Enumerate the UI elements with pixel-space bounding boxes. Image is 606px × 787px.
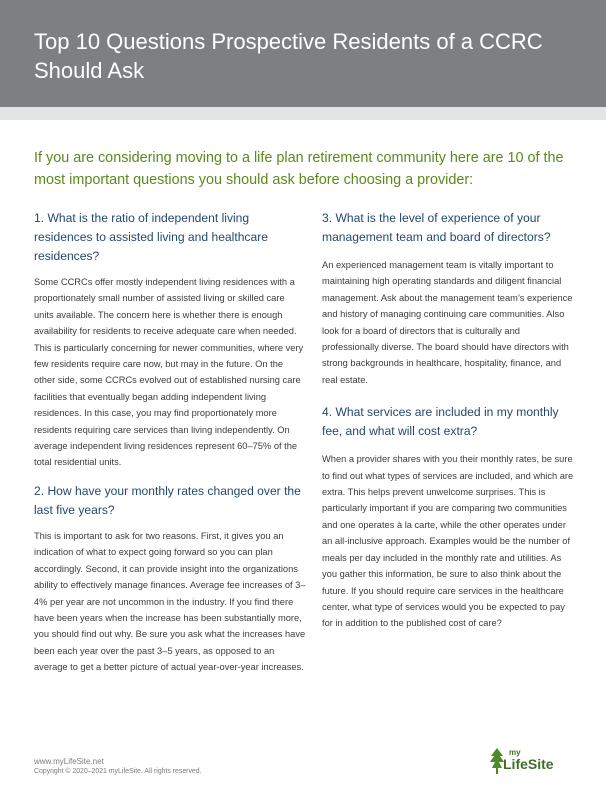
footer-copyright: Copyright © 2020–2021 myLifeSite. All rights reserved. [34, 768, 202, 775]
left-column [34, 209, 306, 687]
question-4-heading: 4. What services are included in my monthly fee, and what will cost extra? [322, 405, 559, 439]
page-title: Top 10 Questions Prospective Residents of a CCRC Should Ask [34, 29, 543, 83]
question-2-heading: 2. How have your monthly rates changed over the last five years? [34, 483, 301, 517]
question-3-heading: 3. What is the level of experience of your management team and board of directors? [322, 211, 551, 244]
mylifesite-logo [490, 748, 580, 774]
question-4-body: When a provider shares with you their monthly rates, be sure to find out what types of services are included, and which are extra. This helps prevent unwelcome surprises. This is particularly important if you are comparing two communities and one operates à la carte, while the other operates under an all-inclusive approach. Examples would be the number of meals per day included in the monthly rate and utilities. As you gather this information, be sure to also think about the future. If you should require care services in the healthcare center, what type of services would you be expected to pay for in addition to the published cost of care? [322, 454, 574, 629]
question-3-body: An experienced management team is vitally important to maintaining high operating standards and diligent financial management. Ask about the management team’s experience and history of managing continuing care communities. Also look for a board of directors that is culturally and professionally diverse. The board should have directors with strong backgrounds in healthcare, hospitality, finance, and real estate. [322, 260, 573, 385]
header-divider-band [0, 107, 606, 120]
logo-name-text: LifeSite [503, 756, 554, 772]
intro-text: If you are considering moving to a life plan retirement community here are 10 of the most important questions you should ask before choosing a provider: [34, 150, 564, 188]
tree-icon [490, 748, 504, 774]
logo-my-text: my [509, 748, 521, 757]
header-banner [0, 0, 606, 107]
question-1-body: Some CCRCs offer mostly independent living residences with a proportionately small number of assisted living or skilled care units available. The concern here is whether there is enough availability for residents to receive adequate care when needed. This is particularly concerning for newer communities, where very few residents require care now, but may in the future. On the other side, some CCRCs evolved out of established nursing care facilities that eventually began adding independent living residences. In this case, you may find proportionately more residents requiring care services than living independently. On average independent living residences represent 60–75% of the total residential units. [34, 277, 304, 468]
question-1-heading: 1. What is the ratio of independent living residences to assisted living and healthcare residences? [34, 211, 268, 263]
question-2-body: This is important to ask for two reasons. First, it gives you an indication of what to expect going forward so you can plan accordingly. Second, it can provide insight into the organizations ability to effectively manage finances. Average fee increases of 3–4% per year are not uncommon in the industry. If you find there have been years when the increase has been substantially more, you should find out why. Be sure you ask what the increases have been each year over the past 3–5 years, as opposed to an average to get a better picture of actual year-over-year increases. [34, 530, 306, 673]
right-column [322, 209, 577, 647]
footer-website-link[interactable]: www.myLifeSite.net [34, 757, 104, 766]
